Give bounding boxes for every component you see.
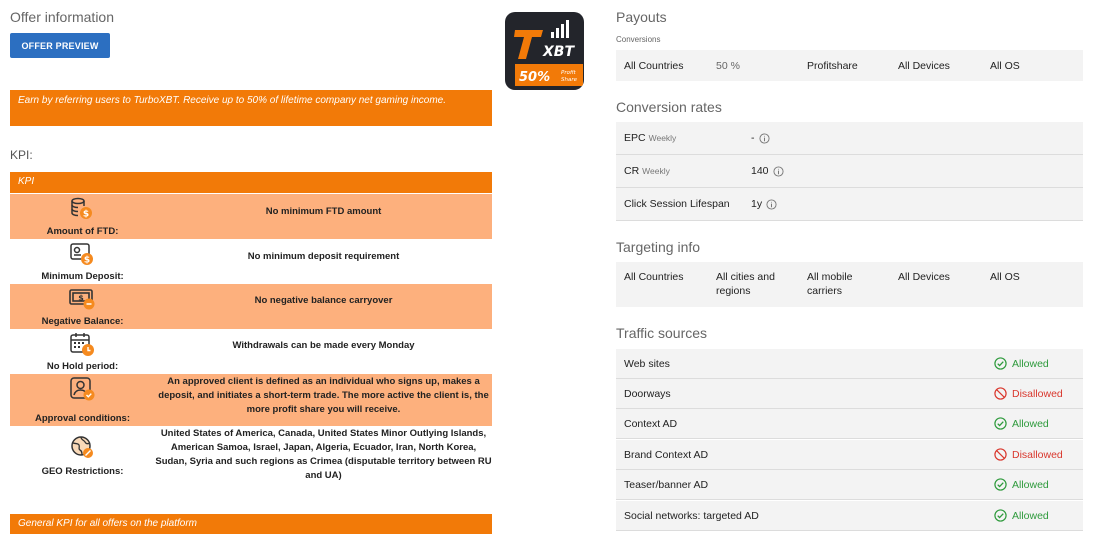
kpi-row-value: An approved client is defined as an individual who signs up, makes a deposit, and initiates a short-term trade. The more active the client is, the more profit share you will receive. — [158, 376, 489, 415]
targeting-info-title: Targeting info — [616, 239, 701, 255]
kpi-row-value: Withdrawals can be made every Monday — [232, 340, 415, 351]
user-check-icon — [68, 376, 96, 402]
payout-rate: 50 % — [716, 60, 740, 72]
payout-type: Profitshare — [807, 60, 858, 72]
logo-badge-value: 50% — [519, 70, 551, 85]
info-icon[interactable] — [759, 133, 770, 144]
rate-row-epc — [616, 122, 1083, 155]
logo-brand-text: XBT — [543, 44, 575, 60]
traffic-source-name: Doorways — [624, 388, 671, 400]
traffic-source-name: Social networks: targeted AD — [624, 510, 759, 522]
rate-period: Weekly — [648, 133, 677, 143]
rate-row-cr — [616, 155, 1083, 188]
kpi-row-value: United States of America, Canada, United States Minor Outlying Islands, American Samoa, Israel, Japan, Algeria, Ecuador, Iran, North Korea, Sudan, Syria and such regions as Crimea (disputable territory between RU and UA) — [155, 428, 492, 481]
info-icon[interactable] — [773, 166, 784, 177]
payouts-title: Payouts — [616, 9, 667, 25]
traffic-status: Allowed — [994, 417, 1049, 430]
kpi-row-ftd — [10, 194, 492, 239]
payout-row — [616, 50, 1083, 81]
check-circle-icon — [994, 417, 1007, 430]
traffic-status: Allowed — [994, 509, 1049, 522]
kpi-row-label: Minimum Deposit: — [41, 271, 124, 282]
conversion-rates-title: Conversion rates — [616, 99, 722, 115]
info-icon[interactable] — [766, 199, 777, 210]
logo-badge-caption-1: Profit — [561, 70, 576, 76]
traffic-row-social-networks — [616, 501, 1083, 531]
general-kpi-header: General KPI for all offers on the platform — [10, 514, 492, 534]
traffic-sources-title: Traffic sources — [616, 325, 708, 341]
kpi-row-approval-conditions — [10, 374, 492, 426]
logo-badge-caption-2: Share — [561, 77, 577, 83]
payout-os: All OS — [990, 60, 1020, 72]
traffic-status: Allowed — [994, 478, 1049, 491]
traffic-row-doorways — [616, 379, 1083, 409]
kpi-label: KPI: — [10, 148, 33, 162]
svg-text:$: $ — [82, 209, 90, 220]
kpi-row-label: GEO Restrictions: — [41, 466, 124, 477]
kpi-table-header: KPI — [10, 172, 492, 193]
kpi-row-geo-restrictions — [10, 426, 492, 492]
targeting-countries: All Countries — [624, 271, 684, 283]
rate-key: EPC Weekly — [624, 132, 677, 144]
coins-icon — [68, 196, 96, 222]
traffic-row-web-sites — [616, 349, 1083, 379]
kpi-row-label: Approval conditions: — [35, 413, 130, 424]
svg-text:$: $ — [78, 293, 84, 303]
ban-icon — [994, 448, 1007, 461]
kpi-row-minimum-deposit — [10, 239, 492, 284]
traffic-status: Disallowed — [994, 448, 1063, 461]
ban-icon — [994, 387, 1007, 400]
offer-promo-banner: Earn by referring users to TurboXBT. Receive up to 50% of lifetime company net gaming income. — [10, 90, 492, 126]
kpi-row-hold-period — [10, 329, 492, 374]
check-circle-icon — [994, 478, 1007, 491]
rate-key: Click Session Lifespan — [624, 198, 730, 210]
targeting-cities: All cities and regions — [716, 271, 775, 297]
traffic-row-teaser-banner-ad — [616, 470, 1083, 500]
traffic-source-name: Brand Context AD — [624, 449, 709, 461]
rate-value: 140 — [751, 165, 784, 177]
payout-devices: All Devices — [898, 60, 950, 72]
offer-information-title: Offer information — [10, 9, 115, 25]
kpi-row-value: No minimum deposit requirement — [247, 251, 400, 262]
traffic-source-name: Teaser/banner AD — [624, 479, 709, 491]
traffic-row-brand-context-ad — [616, 440, 1083, 470]
kpi-row-label: Negative Balance: — [41, 316, 124, 327]
cash-icon — [68, 286, 96, 312]
globe-icon — [68, 434, 96, 460]
targeting-carriers: All mobile carriers — [807, 271, 853, 297]
kpi-row-label: No Hold period: — [46, 361, 119, 372]
deposit-icon — [68, 241, 96, 267]
check-circle-icon — [994, 357, 1007, 370]
payouts-subtitle: Conversions — [616, 35, 661, 44]
rate-row-click-session — [616, 188, 1083, 221]
svg-text:$: $ — [83, 255, 91, 266]
kpi-row-value: No minimum FTD amount — [265, 206, 382, 217]
rate-value: - — [751, 132, 770, 144]
payout-countries: All Countries — [624, 60, 684, 72]
targeting-row — [616, 262, 1083, 307]
kpi-row-negative-balance — [10, 284, 492, 329]
traffic-status: Allowed — [994, 357, 1049, 370]
rate-value: 1y — [751, 198, 777, 210]
turboxbt-logo — [505, 12, 584, 90]
targeting-os: All OS — [990, 271, 1020, 283]
traffic-status: Disallowed — [994, 387, 1063, 400]
check-circle-icon — [994, 509, 1007, 522]
rate-period: Weekly — [642, 166, 670, 176]
kpi-row-label: Amount of FTD: — [46, 226, 119, 237]
targeting-devices: All Devices — [898, 271, 950, 283]
kpi-table — [10, 194, 492, 492]
traffic-row-context-ad — [616, 409, 1083, 439]
kpi-row-value: No negative balance carryover — [254, 295, 393, 306]
traffic-source-name: Web sites — [624, 358, 670, 370]
rate-key: CR Weekly — [624, 165, 670, 177]
traffic-source-name: Context AD — [624, 418, 678, 430]
offer-preview-button[interactable]: OFFER PREVIEW — [10, 33, 110, 58]
calendar-clock-icon — [68, 331, 96, 357]
